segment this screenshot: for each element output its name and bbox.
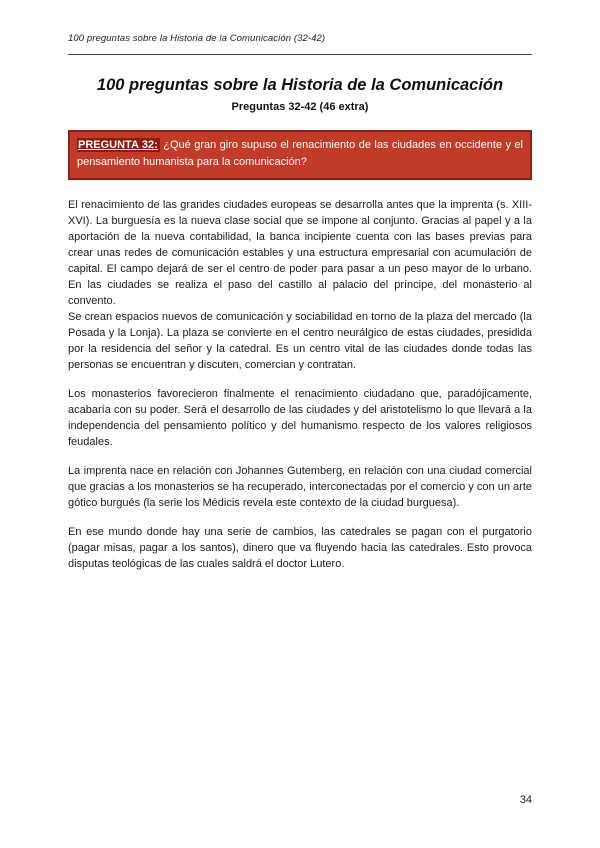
document-title: 100 preguntas sobre la Historia de la Comunicación	[96, 76, 504, 94]
body-paragraph-3: Los monasterios favorecieron finalmente el renacimiento ciudadano que, paradójicamente, acabaría con su poder. Será el desarrollo de las ciudades y del aristotelismo lo que llevará a la independencia del pensamiento político y del humanismo respecto de los valores religiosos feudales.	[68, 388, 532, 448]
body-paragraph-1: El renacimiento de las grandes ciudades europeas se desarrolla antes que la imprenta (s. XIII-XVI). La burguesía es la nueva clase social que se impone al conjunto. Gracias al papel y a la aportación de la nueva contabilidad, la banca incipiente cuenta con las bases previas para crear unas redes de comunicación estables y una estructura empresarial con acumulación de capital. El campo dejará de ser el centro de poder para pasar a un peso mayor de lo urbano. En las ciudades se realiza el paso del castillo al palacio del príncipe, del monasterio al convento.	[68, 199, 532, 307]
question-label: PREGUNTA 32:	[78, 139, 158, 151]
body-paragraph-2: Se crean espacios nuevos de comunicación y sociabilidad en torno de la plaza del mercado (la Posada y la Lonja). La plaza se convierte en el centro neurálgico de estas ciudades, presidida por la residencia del señor y la catedral. Es un centro vital de las ciudades donde todas las personas se encuentran y discuten, comercian y contratan.	[68, 311, 532, 371]
body-paragraph-4: La imprenta nace en relación con Johannes Gutemberg, en relación con una ciudad comercial que gracias a los monasterios se ha recuperado, interconectadas por el comercio y con un arte gótico burgués (la serie los Médicis revela este contexto de la ciudad burguesa).	[68, 465, 532, 509]
document-subtitle: Preguntas 32-42 (46 extra)	[231, 101, 369, 113]
header-divider	[68, 54, 532, 55]
page-number: 34	[519, 794, 532, 806]
question-text: ¿Qué gran giro supuso el renacimiento de las ciudades en occidente y el pensamiento humanista para la comunicación?	[77, 139, 523, 168]
running-header: 100 preguntas sobre la Historia de la Comunicación (32-42)	[68, 33, 326, 44]
question-box	[68, 130, 532, 180]
body-text	[68, 197, 532, 572]
body-paragraph-5: En ese mundo donde hay una serie de cambios, las catedrales se pagan con el purgatorio (pagar misas, pagar a los santos), dinero que va fluyendo hacia las catedrales. Esto provoca disputas teológicas de las cuales saldrá el doctor Lutero.	[68, 526, 532, 570]
